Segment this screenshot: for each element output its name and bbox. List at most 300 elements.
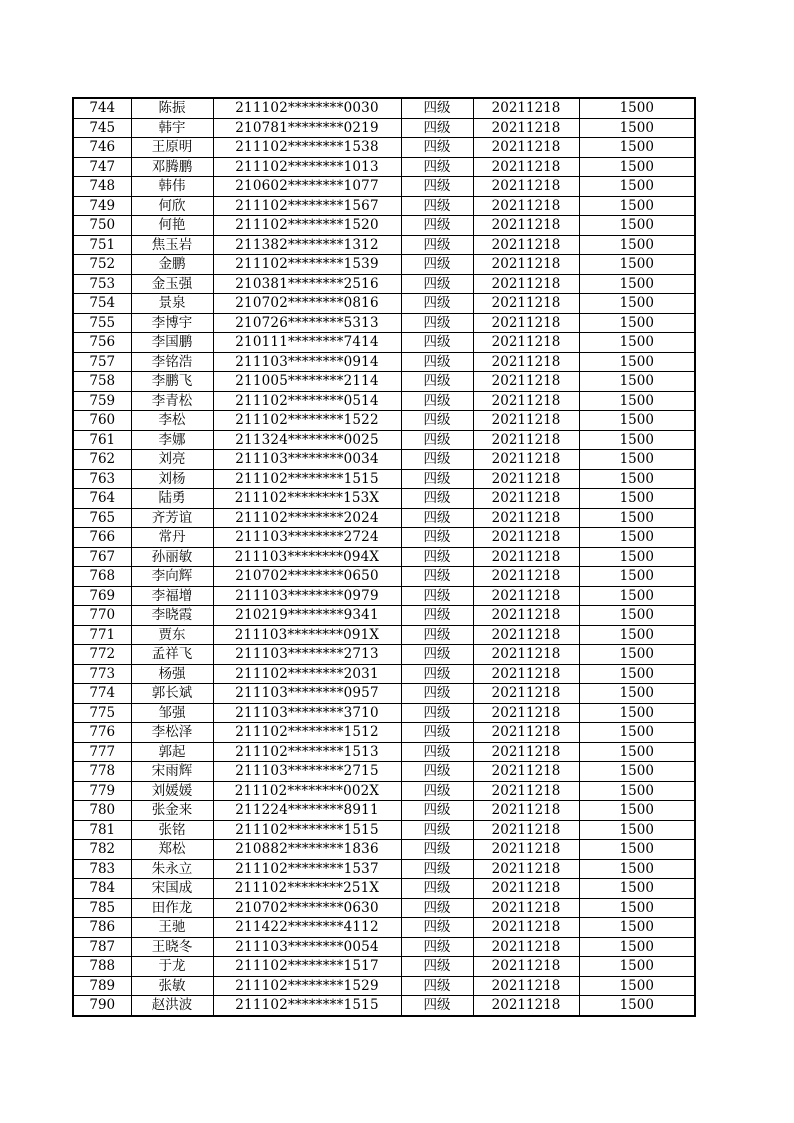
amount-cell: 1500 xyxy=(579,645,695,665)
table-row xyxy=(73,313,695,333)
amount-cell: 1500 xyxy=(579,508,695,528)
name-cell: 李青松 xyxy=(131,391,213,411)
row-number-cell: 775 xyxy=(73,703,131,723)
level-cell: 四级 xyxy=(401,781,473,801)
date-cell: 20211218 xyxy=(473,567,579,587)
date-cell: 20211218 xyxy=(473,235,579,255)
name-cell: 李娜 xyxy=(131,430,213,450)
amount-cell: 1500 xyxy=(579,411,695,431)
level-cell: 四级 xyxy=(401,840,473,860)
row-number-cell: 762 xyxy=(73,450,131,470)
row-number-cell: 766 xyxy=(73,528,131,548)
date-cell: 20211218 xyxy=(473,937,579,957)
id-number-cell: 211102********002X xyxy=(213,781,401,801)
date-cell: 20211218 xyxy=(473,742,579,762)
level-cell: 四级 xyxy=(401,391,473,411)
table-row xyxy=(73,255,695,275)
row-number-cell: 745 xyxy=(73,118,131,138)
level-cell: 四级 xyxy=(401,586,473,606)
table-row xyxy=(73,372,695,392)
row-number-cell: 758 xyxy=(73,372,131,392)
level-cell: 四级 xyxy=(401,664,473,684)
name-cell: 赵洪波 xyxy=(131,996,213,1016)
row-number-cell: 752 xyxy=(73,255,131,275)
id-number-cell: 211102********1517 xyxy=(213,957,401,977)
name-cell: 陆勇 xyxy=(131,489,213,509)
level-cell: 四级 xyxy=(401,118,473,138)
level-cell: 四级 xyxy=(401,138,473,158)
name-cell: 陈振 xyxy=(131,98,213,118)
id-number-cell: 211102********251X xyxy=(213,879,401,899)
date-cell: 20211218 xyxy=(473,723,579,743)
id-number-cell: 211324********0025 xyxy=(213,430,401,450)
level-cell: 四级 xyxy=(401,606,473,626)
level-cell: 四级 xyxy=(401,313,473,333)
table-row xyxy=(73,157,695,177)
table-row xyxy=(73,801,695,821)
date-cell: 20211218 xyxy=(473,645,579,665)
table-row xyxy=(73,976,695,996)
table-row xyxy=(73,606,695,626)
date-cell: 20211218 xyxy=(473,820,579,840)
date-cell: 20211218 xyxy=(473,138,579,158)
amount-cell: 1500 xyxy=(579,372,695,392)
id-number-cell: 211103********091X xyxy=(213,625,401,645)
row-number-cell: 756 xyxy=(73,333,131,353)
name-cell: 张铭 xyxy=(131,820,213,840)
name-cell: 刘媛媛 xyxy=(131,781,213,801)
row-number-cell: 763 xyxy=(73,469,131,489)
id-number-cell: 211102********2024 xyxy=(213,508,401,528)
amount-cell: 1500 xyxy=(579,196,695,216)
table-row xyxy=(73,98,695,118)
row-number-cell: 757 xyxy=(73,352,131,372)
level-cell: 四级 xyxy=(401,235,473,255)
date-cell: 20211218 xyxy=(473,333,579,353)
level-cell: 四级 xyxy=(401,528,473,548)
id-number-cell: 211102********1512 xyxy=(213,723,401,743)
name-cell: 于龙 xyxy=(131,957,213,977)
row-number-cell: 771 xyxy=(73,625,131,645)
row-number-cell: 750 xyxy=(73,216,131,236)
row-number-cell: 777 xyxy=(73,742,131,762)
table-row xyxy=(73,645,695,665)
level-cell: 四级 xyxy=(401,742,473,762)
id-number-cell: 211103********0957 xyxy=(213,684,401,704)
level-cell: 四级 xyxy=(401,469,473,489)
id-number-cell: 211103********2724 xyxy=(213,528,401,548)
name-cell: 郭长斌 xyxy=(131,684,213,704)
table-row xyxy=(73,547,695,567)
table-row xyxy=(73,625,695,645)
date-cell: 20211218 xyxy=(473,489,579,509)
id-number-cell: 211102********1539 xyxy=(213,255,401,275)
table-row xyxy=(73,781,695,801)
table-row xyxy=(73,352,695,372)
level-cell: 四级 xyxy=(401,450,473,470)
row-number-cell: 786 xyxy=(73,918,131,938)
row-number-cell: 769 xyxy=(73,586,131,606)
date-cell: 20211218 xyxy=(473,664,579,684)
table-row xyxy=(73,118,695,138)
row-number-cell: 780 xyxy=(73,801,131,821)
level-cell: 四级 xyxy=(401,996,473,1016)
row-number-cell: 776 xyxy=(73,723,131,743)
name-cell: 李铭浩 xyxy=(131,352,213,372)
amount-cell: 1500 xyxy=(579,567,695,587)
name-cell: 宋国成 xyxy=(131,879,213,899)
name-cell: 田作龙 xyxy=(131,898,213,918)
id-number-cell: 211102********1538 xyxy=(213,138,401,158)
date-cell: 20211218 xyxy=(473,840,579,860)
table-row xyxy=(73,411,695,431)
amount-cell: 1500 xyxy=(579,606,695,626)
row-number-cell: 784 xyxy=(73,879,131,899)
row-number-cell: 783 xyxy=(73,859,131,879)
name-cell: 齐芳谊 xyxy=(131,508,213,528)
id-number-cell: 210602********1077 xyxy=(213,177,401,197)
level-cell: 四级 xyxy=(401,859,473,879)
name-cell: 何艳 xyxy=(131,216,213,236)
row-number-cell: 755 xyxy=(73,313,131,333)
date-cell: 20211218 xyxy=(473,118,579,138)
date-cell: 20211218 xyxy=(473,684,579,704)
row-number-cell: 782 xyxy=(73,840,131,860)
amount-cell: 1500 xyxy=(579,138,695,158)
date-cell: 20211218 xyxy=(473,703,579,723)
name-cell: 李晓霞 xyxy=(131,606,213,626)
table-row xyxy=(73,937,695,957)
date-cell: 20211218 xyxy=(473,879,579,899)
amount-cell: 1500 xyxy=(579,450,695,470)
table-row xyxy=(73,918,695,938)
date-cell: 20211218 xyxy=(473,450,579,470)
id-number-cell: 211102********1567 xyxy=(213,196,401,216)
amount-cell: 1500 xyxy=(579,684,695,704)
table-row xyxy=(73,859,695,879)
amount-cell: 1500 xyxy=(579,391,695,411)
id-number-cell: 211005********2114 xyxy=(213,372,401,392)
name-cell: 邓腾鹏 xyxy=(131,157,213,177)
level-cell: 四级 xyxy=(401,703,473,723)
date-cell: 20211218 xyxy=(473,547,579,567)
level-cell: 四级 xyxy=(401,976,473,996)
row-number-cell: 753 xyxy=(73,274,131,294)
level-cell: 四级 xyxy=(401,957,473,977)
name-cell: 孙丽敏 xyxy=(131,547,213,567)
id-number-cell: 211102********0030 xyxy=(213,98,401,118)
date-cell: 20211218 xyxy=(473,157,579,177)
amount-cell: 1500 xyxy=(579,723,695,743)
amount-cell: 1500 xyxy=(579,918,695,938)
level-cell: 四级 xyxy=(401,177,473,197)
amount-cell: 1500 xyxy=(579,313,695,333)
row-number-cell: 778 xyxy=(73,762,131,782)
level-cell: 四级 xyxy=(401,625,473,645)
table-row xyxy=(73,742,695,762)
id-number-cell: 210219********9341 xyxy=(213,606,401,626)
date-cell: 20211218 xyxy=(473,177,579,197)
name-cell: 贾东 xyxy=(131,625,213,645)
name-cell: 韩伟 xyxy=(131,177,213,197)
level-cell: 四级 xyxy=(401,294,473,314)
table-row xyxy=(73,762,695,782)
name-cell: 孟祥飞 xyxy=(131,645,213,665)
date-cell: 20211218 xyxy=(473,313,579,333)
id-number-cell: 211103********0054 xyxy=(213,937,401,957)
id-number-cell: 210702********0630 xyxy=(213,898,401,918)
name-cell: 刘杨 xyxy=(131,469,213,489)
table-row xyxy=(73,274,695,294)
table-row xyxy=(73,333,695,353)
table-row xyxy=(73,450,695,470)
name-cell: 金玉强 xyxy=(131,274,213,294)
name-cell: 景泉 xyxy=(131,294,213,314)
amount-cell: 1500 xyxy=(579,294,695,314)
table-row xyxy=(73,723,695,743)
level-cell: 四级 xyxy=(401,411,473,431)
name-cell: 李国鹏 xyxy=(131,333,213,353)
level-cell: 四级 xyxy=(401,98,473,118)
id-number-cell: 211103********0914 xyxy=(213,352,401,372)
id-number-cell: 211102********1013 xyxy=(213,157,401,177)
row-number-cell: 744 xyxy=(73,98,131,118)
amount-cell: 1500 xyxy=(579,177,695,197)
id-number-cell: 211422********4112 xyxy=(213,918,401,938)
id-number-cell: 211102********0514 xyxy=(213,391,401,411)
id-number-cell: 211224********8911 xyxy=(213,801,401,821)
date-cell: 20211218 xyxy=(473,508,579,528)
level-cell: 四级 xyxy=(401,196,473,216)
amount-cell: 1500 xyxy=(579,898,695,918)
date-cell: 20211218 xyxy=(473,372,579,392)
amount-cell: 1500 xyxy=(579,801,695,821)
date-cell: 20211218 xyxy=(473,976,579,996)
date-cell: 20211218 xyxy=(473,801,579,821)
amount-cell: 1500 xyxy=(579,879,695,899)
table-row xyxy=(73,138,695,158)
amount-cell: 1500 xyxy=(579,430,695,450)
level-cell: 四级 xyxy=(401,898,473,918)
amount-cell: 1500 xyxy=(579,937,695,957)
level-cell: 四级 xyxy=(401,274,473,294)
row-number-cell: 759 xyxy=(73,391,131,411)
row-number-cell: 748 xyxy=(73,177,131,197)
date-cell: 20211218 xyxy=(473,391,579,411)
row-number-cell: 767 xyxy=(73,547,131,567)
amount-cell: 1500 xyxy=(579,625,695,645)
row-number-cell: 770 xyxy=(73,606,131,626)
amount-cell: 1500 xyxy=(579,547,695,567)
row-number-cell: 760 xyxy=(73,411,131,431)
amount-cell: 1500 xyxy=(579,157,695,177)
date-cell: 20211218 xyxy=(473,352,579,372)
date-cell: 20211218 xyxy=(473,196,579,216)
table-row xyxy=(73,391,695,411)
name-cell: 郑松 xyxy=(131,840,213,860)
name-cell: 宋雨辉 xyxy=(131,762,213,782)
id-number-cell: 211102********153X xyxy=(213,489,401,509)
table-row xyxy=(73,703,695,723)
id-number-cell: 210726********5313 xyxy=(213,313,401,333)
id-number-cell: 211102********1513 xyxy=(213,742,401,762)
table-row xyxy=(73,216,695,236)
table-row xyxy=(73,469,695,489)
table-row xyxy=(73,489,695,509)
row-number-cell: 773 xyxy=(73,664,131,684)
row-number-cell: 774 xyxy=(73,684,131,704)
date-cell: 20211218 xyxy=(473,918,579,938)
date-cell: 20211218 xyxy=(473,469,579,489)
level-cell: 四级 xyxy=(401,918,473,938)
amount-cell: 1500 xyxy=(579,118,695,138)
name-cell: 李博宇 xyxy=(131,313,213,333)
row-number-cell: 761 xyxy=(73,430,131,450)
id-number-cell: 211103********2715 xyxy=(213,762,401,782)
row-number-cell: 789 xyxy=(73,976,131,996)
date-cell: 20211218 xyxy=(473,528,579,548)
roster-table-body xyxy=(73,98,695,1016)
level-cell: 四级 xyxy=(401,255,473,275)
name-cell: 李松泽 xyxy=(131,723,213,743)
amount-cell: 1500 xyxy=(579,703,695,723)
table-row xyxy=(73,684,695,704)
level-cell: 四级 xyxy=(401,352,473,372)
name-cell: 杨强 xyxy=(131,664,213,684)
id-number-cell: 211102********1515 xyxy=(213,469,401,489)
id-number-cell: 211103********3710 xyxy=(213,703,401,723)
date-cell: 20211218 xyxy=(473,411,579,431)
row-number-cell: 779 xyxy=(73,781,131,801)
id-number-cell: 211102********1515 xyxy=(213,996,401,1016)
id-number-cell: 210381********2516 xyxy=(213,274,401,294)
table-row xyxy=(73,528,695,548)
amount-cell: 1500 xyxy=(579,996,695,1016)
amount-cell: 1500 xyxy=(579,469,695,489)
amount-cell: 1500 xyxy=(579,840,695,860)
table-row xyxy=(73,508,695,528)
name-cell: 何欣 xyxy=(131,196,213,216)
table-row xyxy=(73,294,695,314)
roster-table xyxy=(72,97,696,1017)
id-number-cell: 211102********2031 xyxy=(213,664,401,684)
date-cell: 20211218 xyxy=(473,898,579,918)
id-number-cell: 210111********7414 xyxy=(213,333,401,353)
table-row xyxy=(73,567,695,587)
name-cell: 韩宇 xyxy=(131,118,213,138)
name-cell: 张敏 xyxy=(131,976,213,996)
name-cell: 朱永立 xyxy=(131,859,213,879)
row-number-cell: 781 xyxy=(73,820,131,840)
date-cell: 20211218 xyxy=(473,859,579,879)
table-row xyxy=(73,840,695,860)
date-cell: 20211218 xyxy=(473,996,579,1016)
id-number-cell: 211102********1537 xyxy=(213,859,401,879)
name-cell: 李松 xyxy=(131,411,213,431)
date-cell: 20211218 xyxy=(473,762,579,782)
row-number-cell: 785 xyxy=(73,898,131,918)
id-number-cell: 211103********094X xyxy=(213,547,401,567)
id-number-cell: 211103********0034 xyxy=(213,450,401,470)
date-cell: 20211218 xyxy=(473,606,579,626)
level-cell: 四级 xyxy=(401,489,473,509)
level-cell: 四级 xyxy=(401,879,473,899)
name-cell: 王原明 xyxy=(131,138,213,158)
id-number-cell: 211103********2713 xyxy=(213,645,401,665)
date-cell: 20211218 xyxy=(473,294,579,314)
row-number-cell: 747 xyxy=(73,157,131,177)
level-cell: 四级 xyxy=(401,216,473,236)
name-cell: 金鹏 xyxy=(131,255,213,275)
level-cell: 四级 xyxy=(401,333,473,353)
row-number-cell: 746 xyxy=(73,138,131,158)
amount-cell: 1500 xyxy=(579,333,695,353)
date-cell: 20211218 xyxy=(473,957,579,977)
row-number-cell: 764 xyxy=(73,489,131,509)
amount-cell: 1500 xyxy=(579,781,695,801)
amount-cell: 1500 xyxy=(579,742,695,762)
name-cell: 郭起 xyxy=(131,742,213,762)
amount-cell: 1500 xyxy=(579,762,695,782)
id-number-cell: 211382********1312 xyxy=(213,235,401,255)
id-number-cell: 210702********0816 xyxy=(213,294,401,314)
amount-cell: 1500 xyxy=(579,859,695,879)
table-row xyxy=(73,957,695,977)
level-cell: 四级 xyxy=(401,723,473,743)
amount-cell: 1500 xyxy=(579,976,695,996)
level-cell: 四级 xyxy=(401,937,473,957)
name-cell: 李鹏飞 xyxy=(131,372,213,392)
level-cell: 四级 xyxy=(401,508,473,528)
row-number-cell: 788 xyxy=(73,957,131,977)
id-number-cell: 211102********1529 xyxy=(213,976,401,996)
name-cell: 王晓冬 xyxy=(131,937,213,957)
date-cell: 20211218 xyxy=(473,781,579,801)
level-cell: 四级 xyxy=(401,567,473,587)
table-row xyxy=(73,177,695,197)
amount-cell: 1500 xyxy=(579,98,695,118)
row-number-cell: 790 xyxy=(73,996,131,1016)
amount-cell: 1500 xyxy=(579,489,695,509)
table-row xyxy=(73,879,695,899)
name-cell: 张金来 xyxy=(131,801,213,821)
level-cell: 四级 xyxy=(401,645,473,665)
table-row xyxy=(73,196,695,216)
table-row xyxy=(73,430,695,450)
row-number-cell: 765 xyxy=(73,508,131,528)
amount-cell: 1500 xyxy=(579,352,695,372)
row-number-cell: 768 xyxy=(73,567,131,587)
row-number-cell: 787 xyxy=(73,937,131,957)
name-cell: 邹强 xyxy=(131,703,213,723)
id-number-cell: 211102********1522 xyxy=(213,411,401,431)
id-number-cell: 211103********0979 xyxy=(213,586,401,606)
table-row xyxy=(73,996,695,1016)
name-cell: 常丹 xyxy=(131,528,213,548)
date-cell: 20211218 xyxy=(473,274,579,294)
amount-cell: 1500 xyxy=(579,528,695,548)
amount-cell: 1500 xyxy=(579,664,695,684)
id-number-cell: 210781********0219 xyxy=(213,118,401,138)
amount-cell: 1500 xyxy=(579,255,695,275)
table-row xyxy=(73,664,695,684)
amount-cell: 1500 xyxy=(579,216,695,236)
row-number-cell: 772 xyxy=(73,645,131,665)
amount-cell: 1500 xyxy=(579,274,695,294)
id-number-cell: 211102********1515 xyxy=(213,820,401,840)
date-cell: 20211218 xyxy=(473,586,579,606)
date-cell: 20211218 xyxy=(473,430,579,450)
